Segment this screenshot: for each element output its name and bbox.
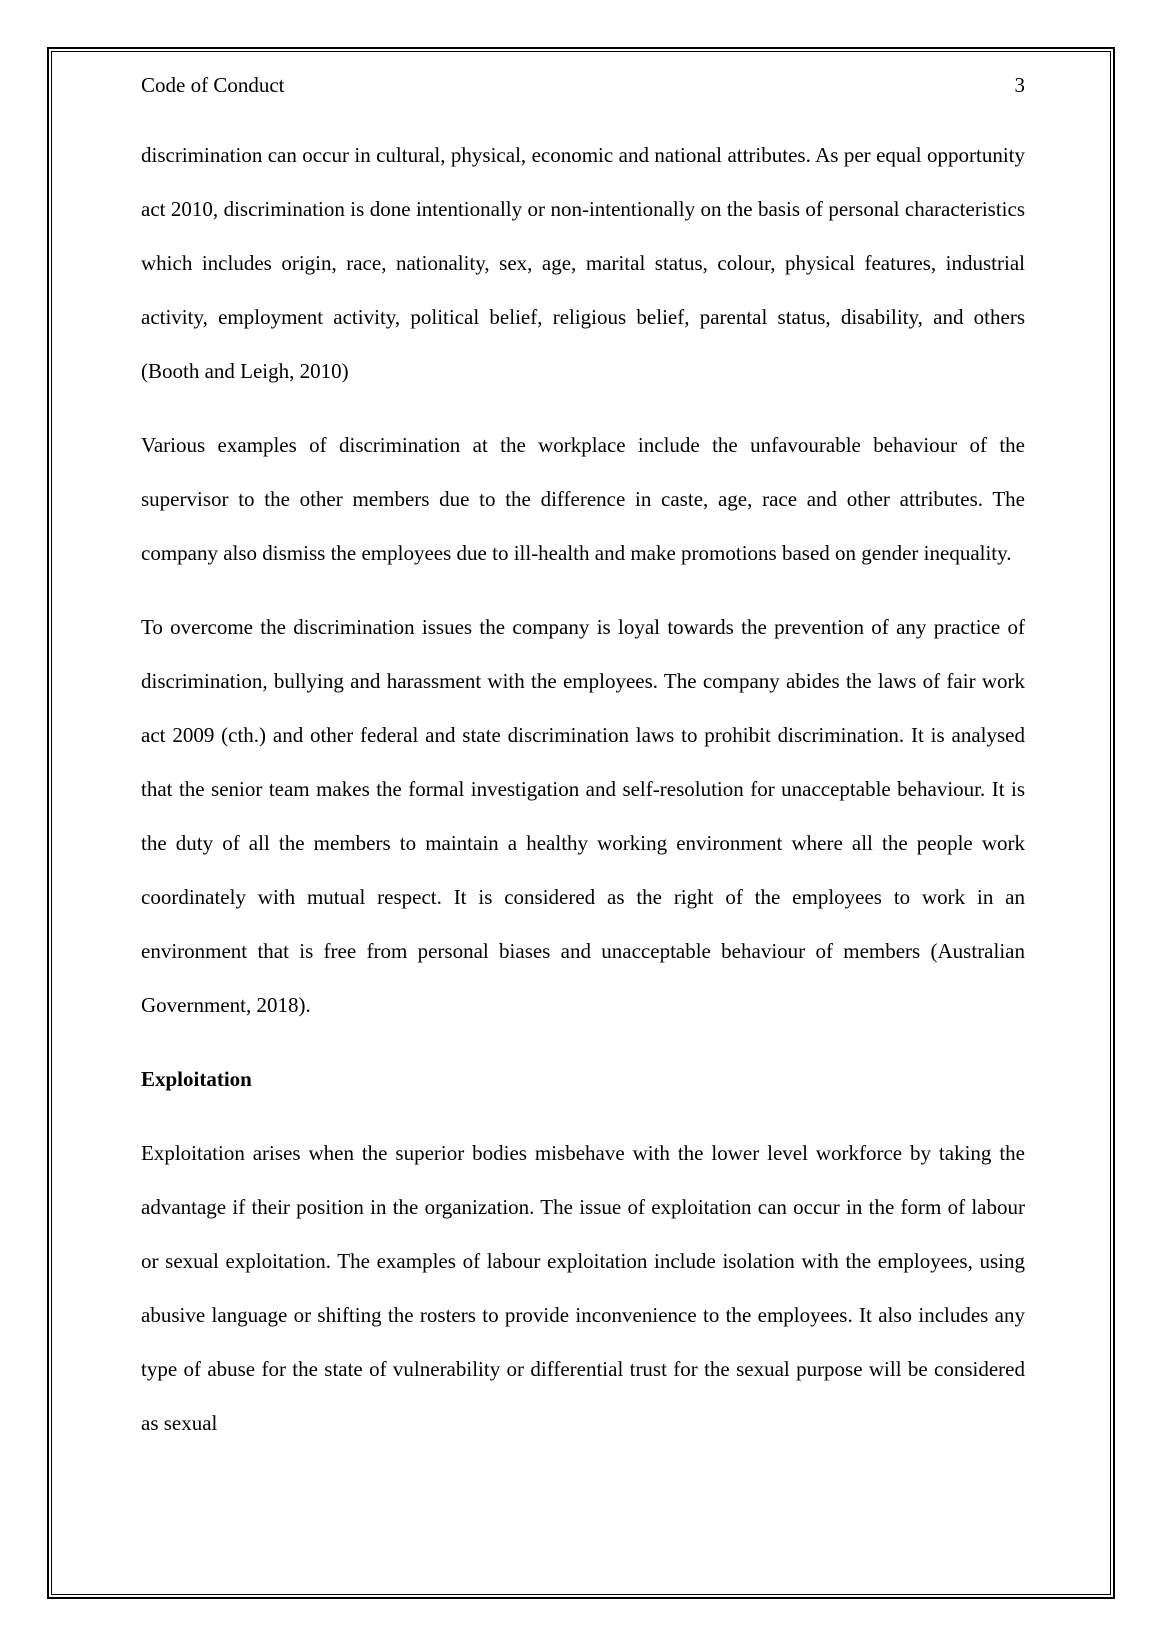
paragraph-discrimination-examples: Various examples of discrimination at the workplace include the unfavourable behaviour of the supervisor to the other members due to the difference in caste, age, race and other attributes. The company also dismiss the employees due to ill-health and make promotions based on gender inequality. <box>141 433 1025 565</box>
paragraph-exploitation: Exploitation arises when the superior bodies misbehave with the lower level workforce by taking the advantage if their position in the organization. The issue of exploitation can occur in the form of labour or sexual exploitation. The examples of labour exploitation include isolation with the employees, using abusive language or shifting the rosters to provide inconvenience to the employees. It also includes any type of abuse for the state of vulnerability or differential trust for the sexual purpose will be considered as sexual <box>141 1141 1025 1435</box>
document-body <box>141 128 1025 1470</box>
header-title: Code of Conduct <box>141 73 285 97</box>
paragraph-discrimination-definition: discrimination can occur in cultural, physical, economic and national attributes. As per equal opportunity act 2010, discrimination is done intentionally or non-intentionally on the basis of personal characteristics which includes origin, race, nationality, sex, age, marital status, colour, physical features, industrial activity, employment activity, political belief, religious belief, parental status, disability, and others (Booth and Leigh, 2010) <box>141 143 1025 383</box>
page-header <box>141 70 1025 100</box>
page-number: 3 <box>1014 73 1025 97</box>
section-heading-exploitation: Exploitation <box>141 1067 252 1091</box>
paragraph-discrimination-prevention: To overcome the discrimination issues the company is loyal towards the prevention of any practice of discrimination, bullying and harassment with the employees. The company abides the laws of fair work act 2009 (cth.) and other federal and state discrimination laws to prohibit discrimination. It is analysed that the senior team makes the formal investigation and self-resolution for unacceptable behaviour. It is the duty of all the members to maintain a healthy working environment where all the people work coordinately with mutual respect. It is considered as the right of the employees to work in an environment that is free from personal biases and unacceptable behaviour of members (Australian Government, 2018). <box>141 615 1025 1017</box>
